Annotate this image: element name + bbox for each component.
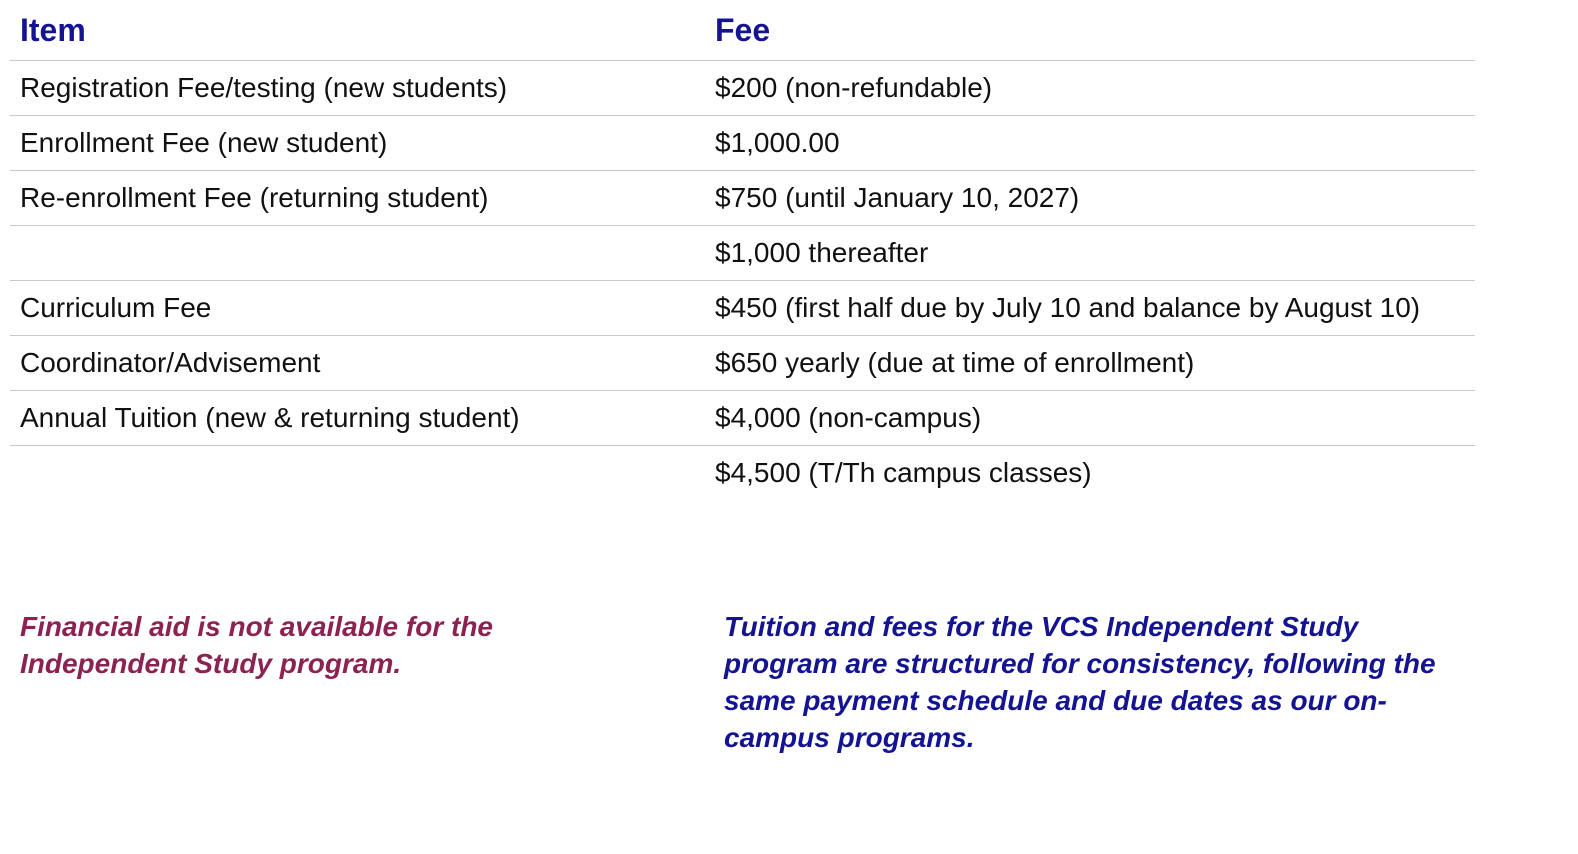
- fee-cell: $450 (first half due by July 10 and balance by August 10): [715, 292, 1421, 323]
- fee-cell: $750 (until January 10, 2027): [715, 182, 1080, 213]
- item-cell: Coordinator/Advisement: [20, 347, 321, 378]
- fee-table: [10, 0, 1475, 501]
- table-header-row: [10, 0, 1475, 61]
- financial-aid-note: Financial aid is not available for the Independent Study program.: [20, 611, 494, 679]
- table-row: [10, 226, 1475, 281]
- table-row: [10, 281, 1475, 336]
- fee-cell: $200 (non-refundable): [715, 72, 993, 103]
- item-cell: Curriculum Fee: [20, 292, 212, 323]
- item-cell: Enrollment Fee (new student): [20, 127, 388, 158]
- fee-cell: $1,000 thereafter: [715, 237, 929, 268]
- item-cell: Re-enrollment Fee (returning student): [20, 182, 489, 213]
- item-cell: Annual Tuition (new & returning student): [20, 402, 520, 433]
- table-row: [10, 391, 1475, 446]
- fee-cell: $4,500 (T/Th campus classes): [715, 457, 1092, 488]
- item-cell: [10, 456, 715, 491]
- table-row: [10, 116, 1475, 171]
- item-column-header: Item: [20, 12, 86, 48]
- table-row: [10, 171, 1475, 226]
- table-row: [10, 336, 1475, 391]
- item-cell: [10, 236, 715, 270]
- fee-cell: $4,000 (non-campus): [715, 402, 982, 433]
- item-cell: Registration Fee/testing (new students): [20, 72, 508, 103]
- fee-column-header: Fee: [715, 12, 771, 48]
- fee-cell: $1,000.00: [715, 127, 840, 158]
- fee-cell: $650 yearly (due at time of enrollment): [715, 347, 1195, 378]
- tuition-structure-note: Tuition and fees for the VCS Independent Study program are structured for consistency, following the same payment schedule and due dates as our on-campus programs.: [724, 611, 1436, 753]
- table-row: [10, 61, 1475, 116]
- table-row: [10, 446, 1475, 501]
